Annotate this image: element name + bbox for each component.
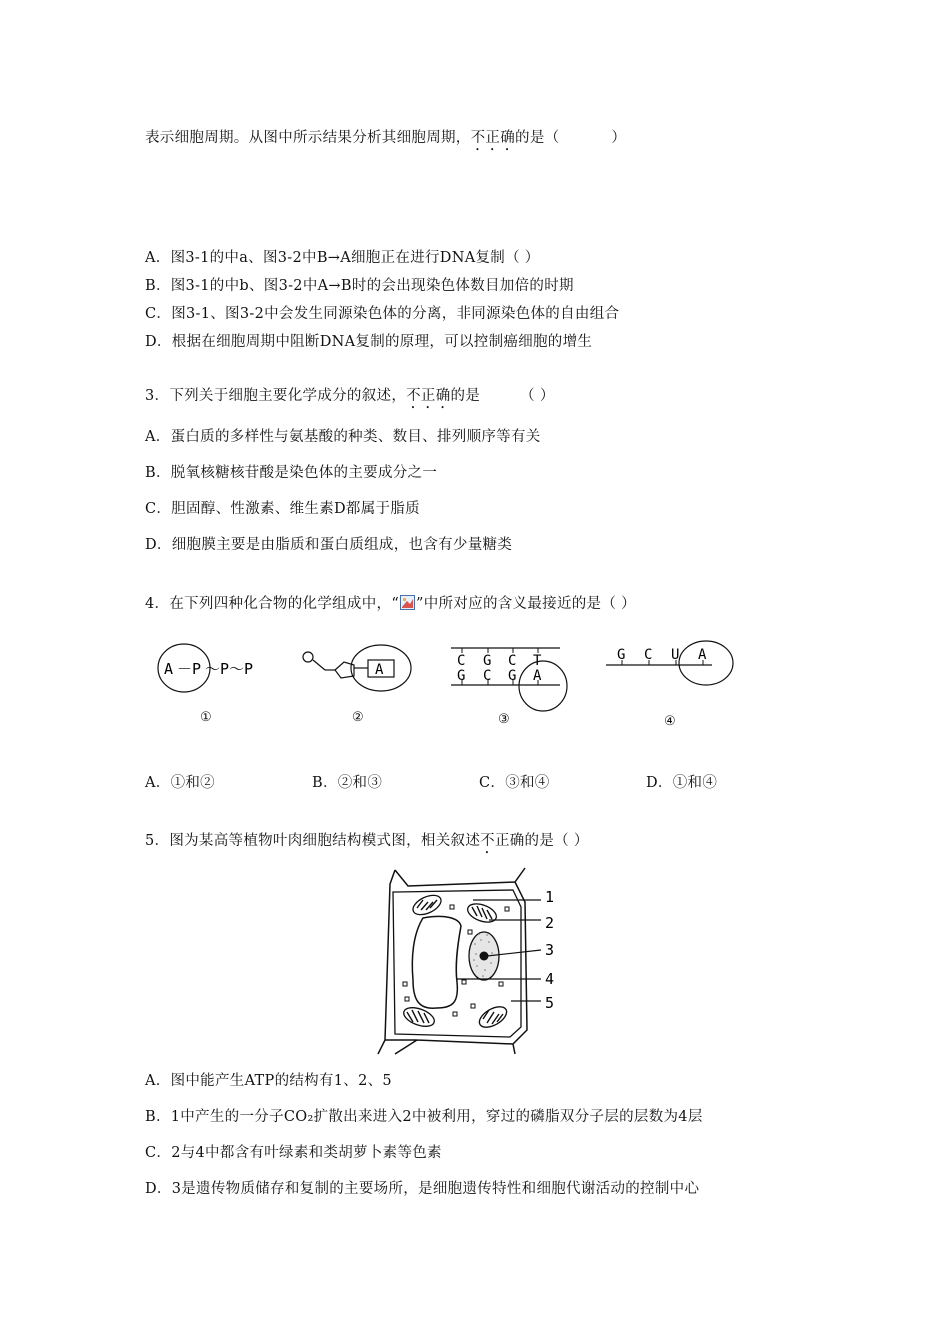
q3-option-d: D．细胞膜主要是由脂质和蛋白质组成，也含有少量糖类 bbox=[145, 537, 513, 553]
q3-option-a: A．蛋白质的多样性与氨基酸的种类、数目、排列顺序等有关 bbox=[145, 429, 541, 445]
q2-stem bbox=[145, 126, 626, 154]
q4-stem-text-b: ”中所对应的含义最接近的是（ ） bbox=[416, 596, 636, 612]
q2-stem-text-b: 的是（ bbox=[515, 130, 560, 146]
figure-3-top-base: G bbox=[483, 653, 492, 669]
figure-3-top-base: C bbox=[457, 653, 466, 669]
figure-2-phosphate bbox=[303, 652, 313, 662]
q3-stem bbox=[145, 384, 555, 412]
figure-3-dna bbox=[445, 640, 575, 715]
figure-2-a: A bbox=[375, 662, 384, 678]
q2-option-c: C．图3-1、图3-2中会发生同源染色体的分离，非同源染色体的自由组合 bbox=[145, 306, 620, 322]
figure-3-top-base: C bbox=[508, 653, 517, 669]
q2-stem-text: 表示细胞周期。从图中所示结果分析其细胞周期， bbox=[145, 130, 471, 146]
figure-1-a: A bbox=[164, 660, 174, 678]
chloroplast bbox=[465, 900, 499, 925]
vacuole bbox=[412, 916, 461, 1008]
figure-2-nucleotide bbox=[295, 640, 425, 698]
q5-stem bbox=[145, 829, 589, 857]
q2-option-a: A．图3-1的中a、图3-2中B→A细胞正在进行DNA复制（ ） bbox=[145, 250, 540, 266]
figure-3-top-base: T bbox=[533, 653, 542, 669]
q5-option-d: D．3是遗传物质储存和复制的主要场所，是细胞遗传特性和细胞代谢活动的控制中心 bbox=[145, 1181, 700, 1197]
q2-option-b: B．图3-1的中b、图3-2中A→B时的会出现染色体数目加倍的时期 bbox=[145, 278, 574, 294]
q4-option-d: D．①和④ bbox=[646, 775, 718, 791]
cell-label-1: 1 bbox=[545, 888, 555, 906]
q3-stem-text: 3．下列关于细胞主要化学成分的叙述， bbox=[145, 388, 407, 404]
figure-1-label: ① bbox=[200, 710, 212, 725]
q3-stem-text-b: 的是 bbox=[450, 388, 481, 404]
cell-label-3: 3 bbox=[545, 941, 555, 959]
q3-option-b: B．脱氧核糖核苷酸是染色体的主要成分之一 bbox=[145, 465, 438, 481]
figure-3-bottom-base: C bbox=[483, 668, 492, 684]
q4-option-a: A．①和② bbox=[145, 775, 215, 791]
figure-3-circle bbox=[519, 661, 567, 711]
q5-stem-text: 5．图为某高等植物叶肉细胞结构模式图，相关叙述 bbox=[145, 833, 481, 849]
figure-1-dash: － bbox=[177, 660, 193, 678]
figure-1-atp bbox=[155, 640, 280, 698]
cell-label-4: 4 bbox=[545, 970, 555, 988]
cell-wall bbox=[378, 868, 527, 1054]
q5-option-c: C．2与4中都含有叶绿素和类胡萝卜素等色素 bbox=[145, 1145, 442, 1161]
figure-4-base: C bbox=[644, 647, 653, 663]
q2-option-d: D．根据在细胞周期中阻断DNA复制的原理，可以控制癌细胞的增生 bbox=[145, 334, 593, 350]
cell-label-5: 5 bbox=[545, 994, 555, 1012]
figure-4-label: ④ bbox=[664, 714, 676, 729]
figure-3-bottom-base: G bbox=[508, 668, 517, 684]
figure-1-p: P bbox=[192, 660, 202, 678]
q5-option-a: A．图中能产生ATP的结构有1、2、5 bbox=[145, 1073, 392, 1089]
figure-1-rest: ～P～P bbox=[205, 660, 254, 678]
q5-stem-text-b: 正确的是（ ） bbox=[494, 833, 589, 849]
figure-3-bottom-base: G bbox=[457, 668, 466, 684]
q4-option-b: B．②和③ bbox=[312, 775, 383, 791]
chloroplast bbox=[410, 891, 444, 918]
q4-option-c: C．③和④ bbox=[479, 775, 550, 791]
figure-2-label: ② bbox=[352, 710, 364, 725]
figure-4-base: G bbox=[617, 647, 626, 663]
q4-options bbox=[145, 771, 717, 792]
figure-4-base: U bbox=[671, 647, 680, 663]
q2-stem-emphasis: 不正确 bbox=[470, 130, 516, 146]
figure-4-base: A bbox=[698, 647, 707, 663]
q5-stem-emphasis: 不 bbox=[480, 833, 495, 849]
chloroplast bbox=[476, 1003, 510, 1032]
figure-4-rna bbox=[600, 640, 745, 702]
plant-cell-diagram bbox=[375, 862, 565, 1057]
figure-3-label: ③ bbox=[498, 712, 510, 727]
q3-option-c: C．胆固醇、性激素、维生素D都属于脂质 bbox=[145, 501, 420, 517]
cell-label-2: 2 bbox=[545, 914, 555, 932]
figure-3-bottom-base: A bbox=[533, 668, 542, 684]
q3-stem-paren: （ ） bbox=[520, 388, 555, 404]
q4-stem bbox=[145, 592, 636, 613]
q3-stem-emphasis: 不正确 bbox=[406, 388, 451, 404]
q4-stem-text: 4．在下列四种化合物的化学组成中，“ bbox=[145, 596, 400, 612]
image-placeholder-icon bbox=[400, 595, 415, 610]
q2-stem-close: ） bbox=[611, 130, 627, 146]
q5-option-b: B．1中产生的一分子CO₂扩散出来进入2中被利用，穿过的磷脂双分子层的层数为4层 bbox=[145, 1109, 703, 1125]
